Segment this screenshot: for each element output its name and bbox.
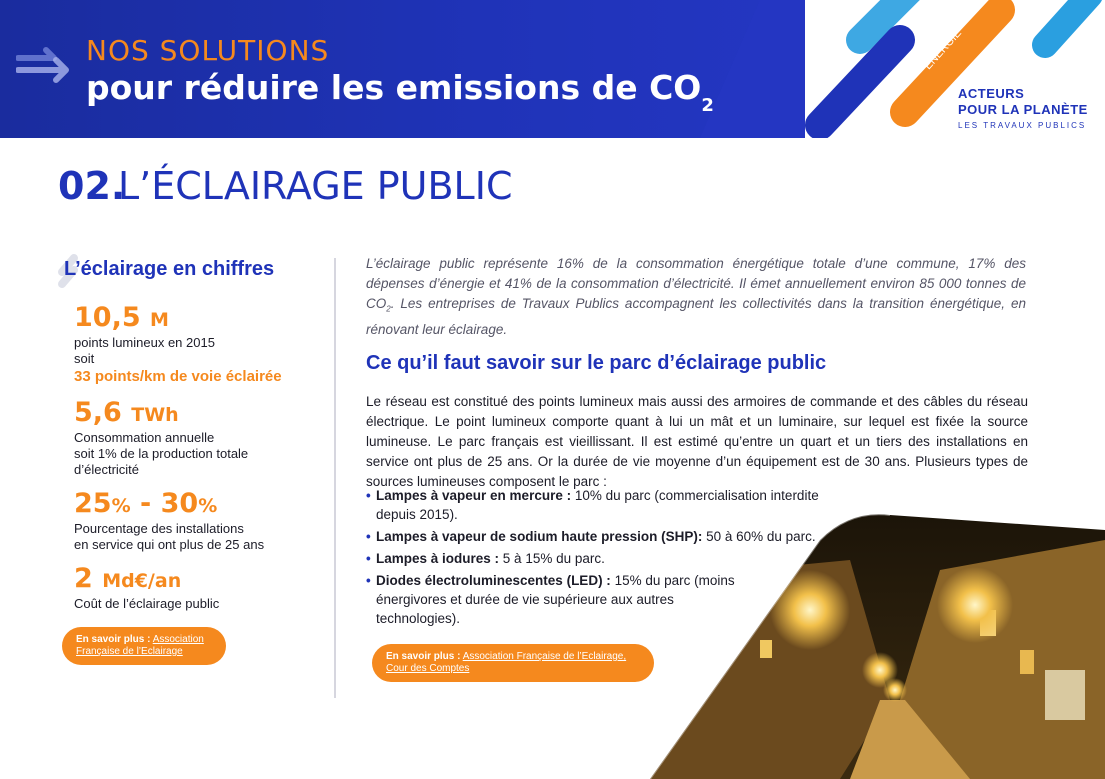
stat-number: 25 [74, 488, 112, 519]
stat-cout [74, 564, 219, 612]
more-info-link[interactable]: Association [152, 634, 204, 645]
more-info-link[interactable]: Française de l’Eclairage [76, 646, 183, 657]
header-title-sub: 2 [701, 95, 714, 116]
intro-text: L’éclairage public représente 16% de la consommation énergétique totale d’une commune, 17% des dépenses d’énergie et 41% de la consommation d’électricité. Il émet annuellement environ 85 000 tonnes de CO [366, 256, 1026, 311]
header-banner [0, 0, 1105, 138]
arrow-icon [16, 44, 76, 84]
more-info-label: En savoir plus : [386, 651, 461, 662]
stat-line: points lumineux en 2015 [74, 335, 215, 350]
more-info-button-right[interactable] [372, 644, 654, 682]
stat-consommation [74, 398, 248, 478]
list-item-text: 10% du parc (commercialisation interdite depuis 2015). [376, 488, 819, 522]
stat-number: 2 [74, 563, 93, 594]
column-divider [334, 258, 336, 698]
intro-text: . Les entreprises de Travaux Publics accompagnent les collectivités dans la transition énergétique, en rénovant leur éclairage. [366, 296, 1026, 337]
body-paragraph: Le réseau est constitué des points lumineux mais aussi des armoires de commande et des câbles du réseau électrique. Le point lumineux comporte quant à lui un mât et un luminaire, sur lequel est fixée la source lumineuse. Le parc français est vieillissant. Il est estimé qu’entre un quart et un tiers des installations en service ont plus de 25 ans. Or la durée de vie moyenne d’un équipement est de 30 ans. Plusieurs types de sources lumineuses composent le parc : [366, 394, 1028, 489]
stat-unit: M [150, 309, 169, 331]
stat-unit: TWh [131, 404, 179, 426]
logo-line-1: ACTEURS [958, 86, 1025, 101]
stat-line: d’électricité [74, 462, 140, 477]
more-info-label: En savoir plus : [76, 634, 151, 645]
intro-paragraph [366, 254, 1026, 340]
stat-number: 5,6 [74, 397, 122, 428]
list-item-label: Diodes électroluminescentes (LED) : [376, 573, 611, 588]
stat-pourcentage [74, 489, 264, 553]
subsection-title: Ce qu’il faut savoir sur le parc d’éclairage public [366, 352, 827, 374]
stat-unit: % [111, 495, 131, 517]
stat-line: Pourcentage des installations [74, 521, 244, 536]
stat-highlight: 33 points/km de voie éclairée [74, 368, 282, 385]
header-title-text: pour réduire les emissions de CO [86, 68, 702, 107]
stat-value [74, 398, 248, 430]
intro-sub: 2 [386, 304, 391, 314]
list-item-label: Lampes à vapeur en mercure : [376, 488, 572, 503]
left-panel-title: L’éclairage en chiffres [64, 258, 275, 280]
stat-line: Consommation annuelle [74, 430, 215, 445]
logo-line-3: LES TRAVAUX PUBLICS [958, 121, 1087, 130]
stat-line: Coût de l’éclairage public [74, 596, 220, 611]
stat-number-2: - 30 [130, 488, 199, 519]
stat-line: soit 1% de la production totale [74, 446, 249, 461]
stat-unit-2: % [198, 495, 218, 517]
section-number: 02. [58, 164, 126, 208]
stat-value [74, 564, 219, 596]
list-item-text: 5 à 15% du parc. [499, 551, 605, 566]
header-kicker: NOS SOLUTIONS [86, 34, 330, 67]
list-item-text: 50 à 60% du parc. [702, 529, 816, 544]
more-info-button-left[interactable] [62, 627, 226, 665]
stat-value [74, 489, 264, 521]
stat-number: 10,5 [74, 302, 141, 333]
header-title [86, 68, 714, 116]
stat-line: soit [74, 351, 95, 366]
list-item-text: 15% du parc (moins énergivores et durée de vie supérieure aux autres technologies). [376, 573, 735, 626]
stat-unit: Md€/an [102, 570, 182, 592]
section-title: L’ÉCLAIRAGE PUBLIC [118, 164, 513, 208]
more-info-link[interactable]: Cour des Comptes [386, 663, 470, 674]
logo-line-2: POUR LA PLANÈTE [958, 102, 1088, 117]
list-item-label: Lampes à vapeur de sodium haute pression (SHP): [376, 529, 703, 544]
more-info-link[interactable]: Association Française de l’Eclairage, [462, 651, 627, 662]
list-item-label: Lampes à iodures : [376, 551, 500, 566]
stat-points-lumineux [74, 303, 282, 387]
stat-value [74, 303, 282, 335]
energy-tag: ÉNERGIE [922, 27, 965, 73]
street-lighting-photo [640, 500, 1105, 779]
logo [958, 86, 1098, 130]
stat-line: en service qui ont plus de 25 ans [74, 537, 265, 552]
